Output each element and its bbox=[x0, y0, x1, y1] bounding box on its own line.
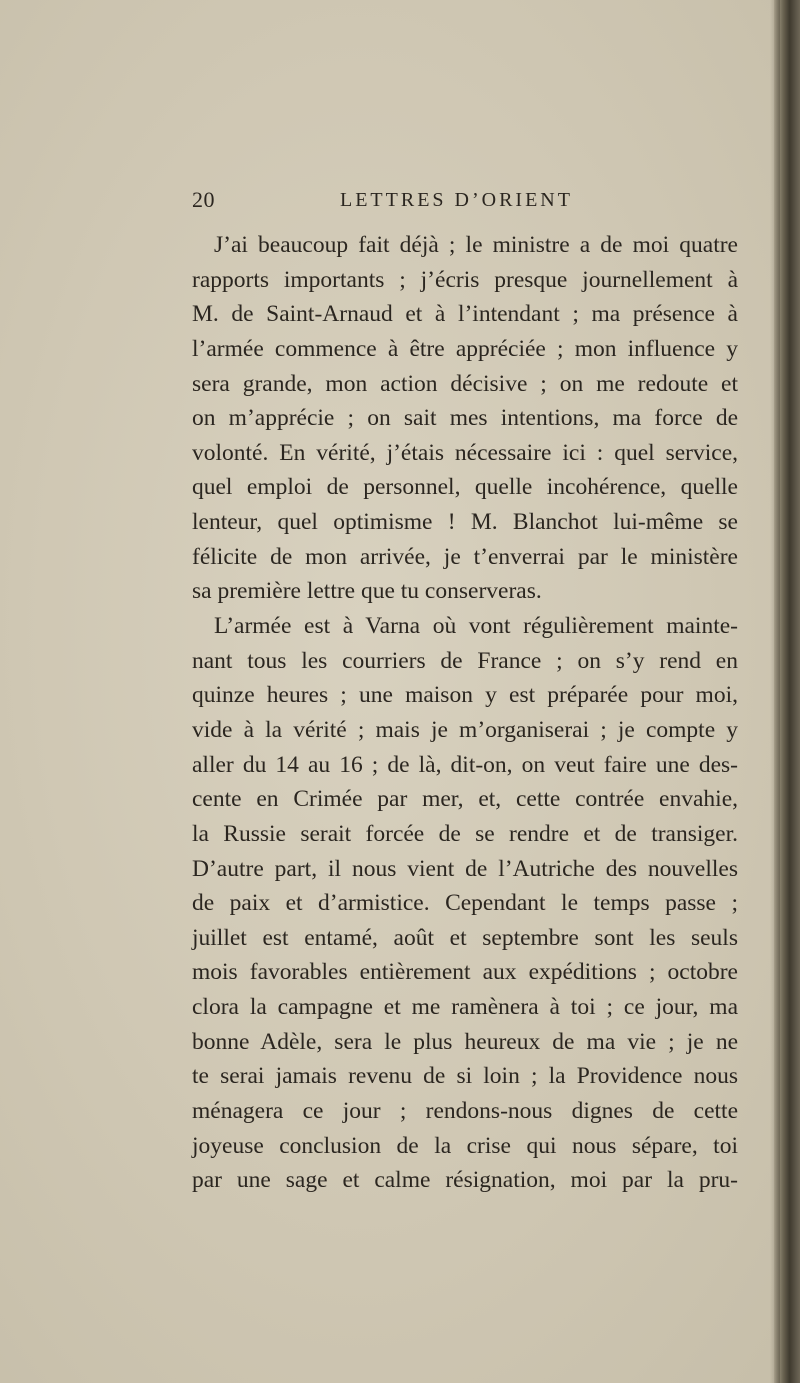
text-line: quinze heures ; une maison y est préparée pour moi, bbox=[192, 682, 738, 709]
text-line: D’autre part, il nous vient de l’Autriche des nouvelles bbox=[192, 855, 738, 882]
text-line: clora la campagne et me ramènera à toi ; ce jour, ma bbox=[192, 994, 738, 1021]
text-line: par une sage et calme résignation, moi par la pru- bbox=[192, 1167, 738, 1194]
text-line: joyeuse conclusion de la crise qui nous sépare, toi bbox=[192, 1132, 738, 1159]
body-text bbox=[192, 228, 738, 1198]
text-line: aller du 14 au 16 ; de là, dit-on, on veut faire une des- bbox=[192, 751, 738, 778]
page-number: 20 bbox=[192, 187, 215, 212]
text-line: juillet est entamé, août et septembre sont les seuls bbox=[192, 924, 738, 951]
page-header bbox=[192, 185, 738, 215]
running-title: LETTRES D’ORIENT bbox=[340, 189, 573, 211]
text-line: l’armée commence à être appréciée ; mon influence y bbox=[192, 335, 738, 362]
text-line: bonne Adèle, sera le plus heureux de ma vie ; je ne bbox=[192, 1028, 738, 1055]
text-line: mois favorables entièrement aux expéditions ; octobre bbox=[192, 959, 738, 986]
text-line: rapports importants ; j’écris presque journellement à bbox=[192, 266, 738, 293]
text-line: cente en Crimée par mer, et, cette contrée envahie, bbox=[192, 786, 738, 813]
text-line: quel emploi de personnel, quelle incohérence, quelle bbox=[192, 474, 738, 501]
text-line: de paix et d’armistice. Cependant le temps passe ; bbox=[192, 890, 738, 917]
text-line: la Russie serait forcée de se rendre et de transiger. bbox=[192, 820, 738, 847]
text-line: M. de Saint-Arnaud et à l’intendant ; ma présence à bbox=[192, 301, 738, 328]
text-line: félicite de mon arrivée, je t’enverrai par le ministère bbox=[192, 543, 738, 570]
text-line: vide à la vérité ; mais je m’organiserai ; je compte y bbox=[192, 716, 738, 743]
text-line: volonté. En vérité, j’étais nécessaire ici : quel service, bbox=[192, 439, 738, 466]
page-edge-shadow bbox=[770, 0, 780, 1383]
text-line: nant tous les courriers de France ; on s’y rend en bbox=[192, 647, 738, 674]
text-line: sa première lettre que tu conserveras. bbox=[192, 578, 542, 605]
text-line: on m’apprécie ; on sait mes intentions, ma force de bbox=[192, 405, 738, 432]
text-line: ménagera ce jour ; rendons-nous dignes de cette bbox=[192, 1098, 738, 1125]
text-line: sera grande, mon action décisive ; on me redoute et bbox=[192, 370, 738, 397]
text-line: L’armée est à Varna où vont régulièrement mainte- bbox=[214, 613, 738, 640]
text-line: lenteur, quel optimisme ! M. Blanchot lui-même se bbox=[192, 509, 738, 536]
text-line: te serai jamais revenu de si loin ; la Providence nous bbox=[192, 1063, 738, 1090]
text-line: J’ai beaucoup fait déjà ; le ministre a de moi quatre bbox=[214, 232, 738, 258]
